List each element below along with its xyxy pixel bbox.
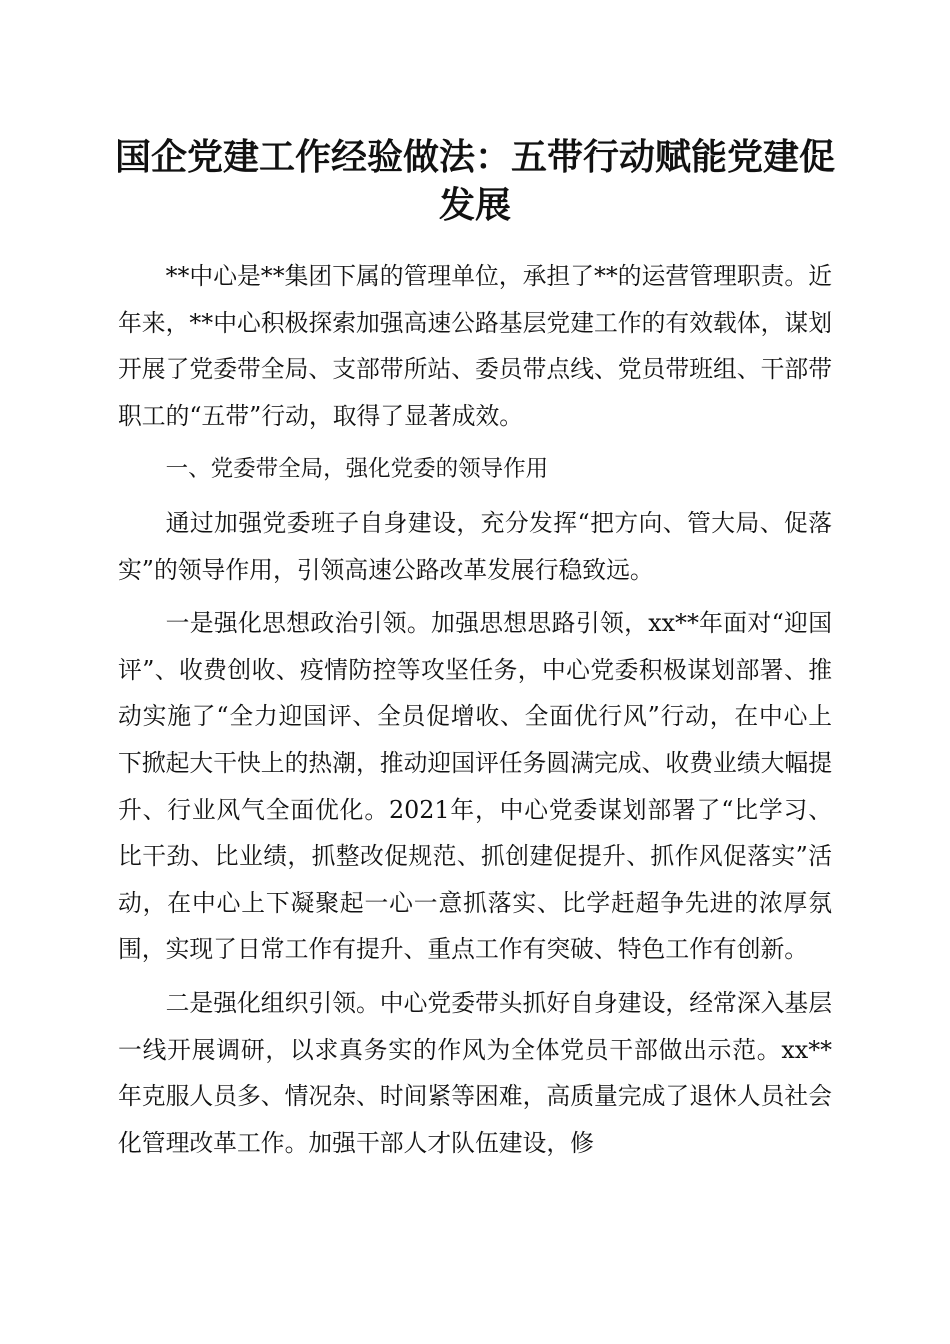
document-body <box>118 253 832 1173</box>
paragraph-text: 中心党委带头抓好自身建设，经常深入基层一线开展调研，以求真务实的作风为全体党员干部做出示范。xx**年克服人员多、情况杂、时间紧等困难，高质量完成了退休人员社会化管理改革工作。加强干部人才队伍建设，修 <box>118 988 832 1157</box>
point-lead: 一是强化思想政治引领。 <box>165 609 432 638</box>
document-title: 国企党建工作经验做法：五带行动赋能党建促发展 <box>114 136 835 226</box>
paragraph-text: 加强思想思路引领，xx**年面对“迎国评”、收费创收、疫情防控等攻坚任务，中心党委积极谋划部署、推动实施了“全力迎国评、全员促增收、全面优行风”行动，在中心上下掀起大干快上的热潮，推动迎国评任务圆满完成、收费业绩大幅提升、行业风气全面优化。2021年，中心党委谋划部署了“比学习、比干劲、比业绩，抓整改促规范、抓创建促提升、抓作风促落实”活动，在中心上下凝聚起一心一意抓落实、比学赶超争先进的浓厚氛围，实现了日常工作有提升、重点工作有突破、特色工作有创新。 <box>118 609 832 964</box>
section-heading <box>118 446 832 493</box>
paragraph-text: **中心是**集团下属的管理单位，承担了**的运营管理职责。近年来，**中心积极探索加强高速公路基层党建工作的有效载体，谋划开展了党委带全局、支部带所站、委员带点线、党员带班组、干部带职工的“五带”行动，取得了显著成效。 <box>118 262 832 430</box>
section-intro-paragraph <box>118 500 832 593</box>
point-lead: 二是强化组织引领。 <box>165 988 380 1017</box>
paragraph-text: 通过加强党委班子自身建设，充分发挥“把方向、管大局、促落实”的领导作用，引领高速公路改革发展行稳致远。 <box>118 508 832 584</box>
intro-paragraph <box>118 253 832 439</box>
point-two-paragraph <box>118 980 832 1166</box>
point-one-paragraph <box>118 600 832 973</box>
section-heading-text: 一、党委带全局，强化党委的领导作用 <box>165 456 549 483</box>
